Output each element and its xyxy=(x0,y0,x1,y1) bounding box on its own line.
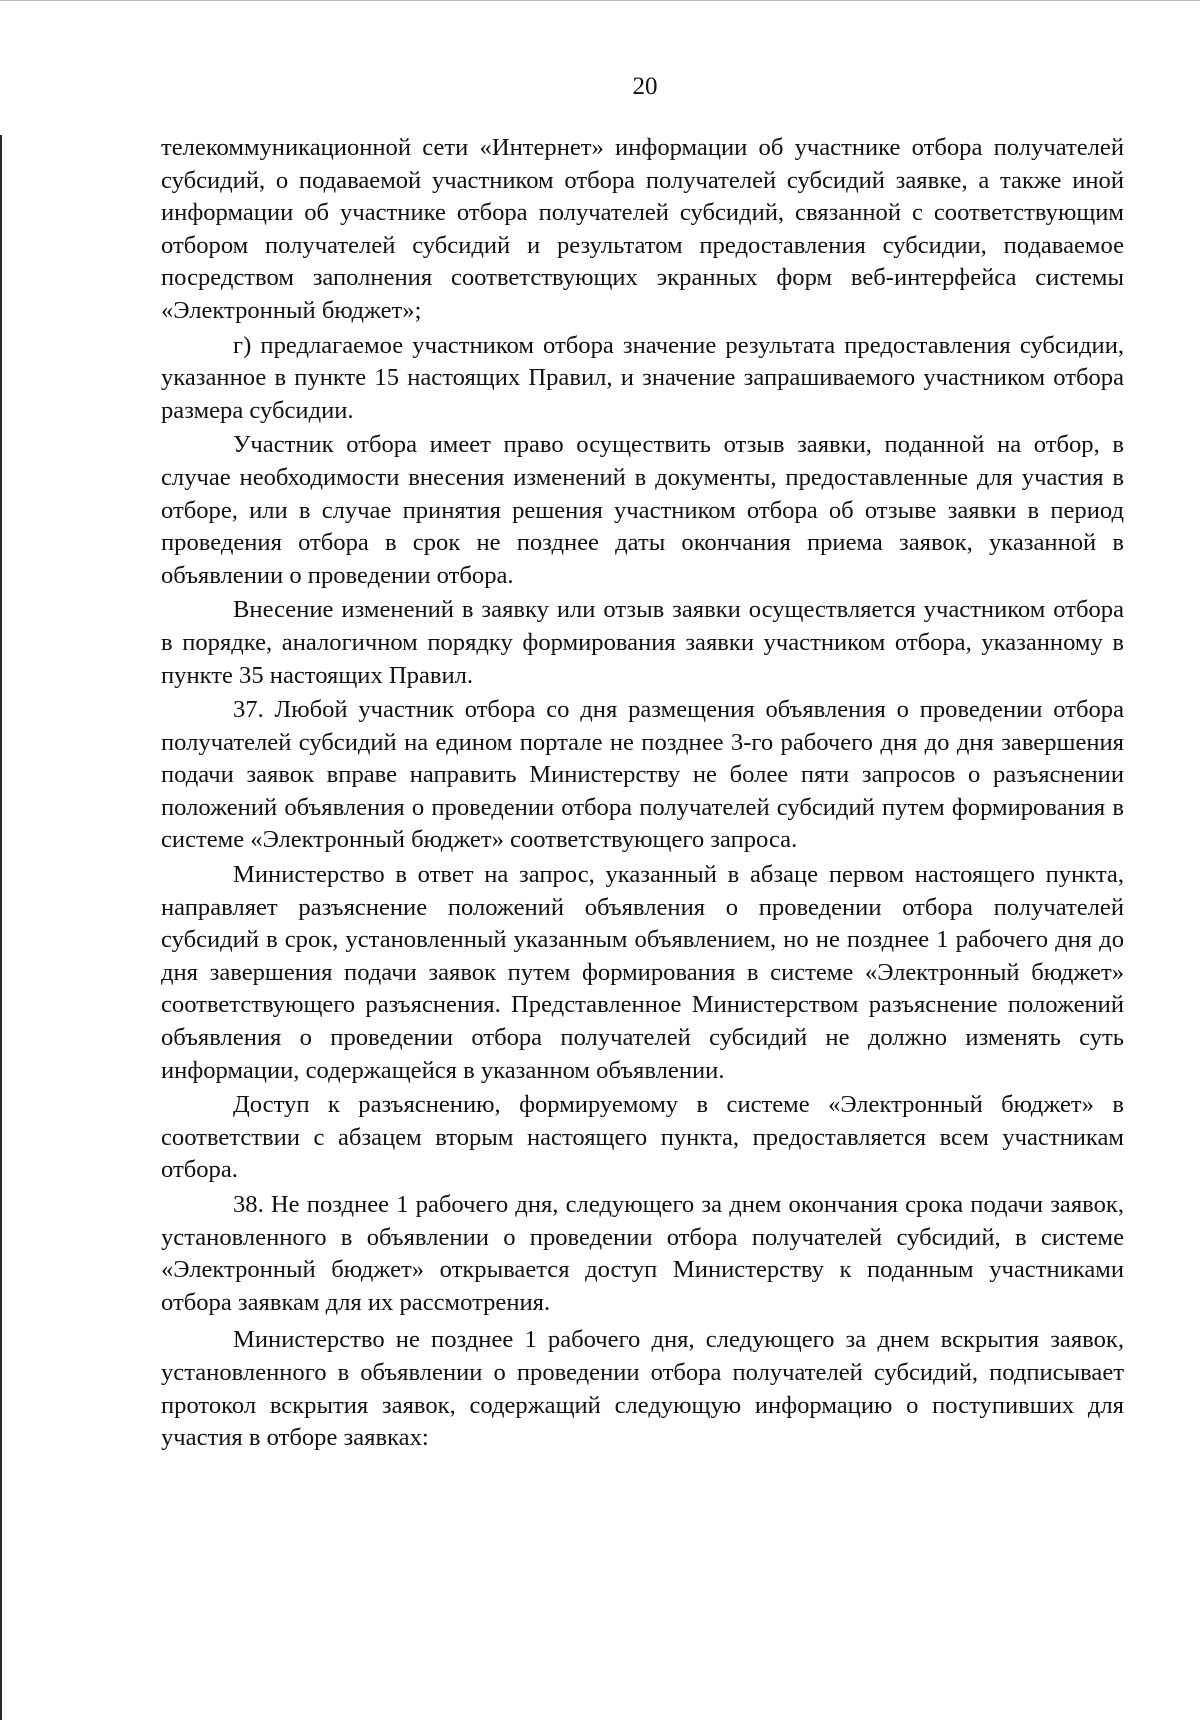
paragraph-opening-protocol: Министерство не позднее 1 рабочего дня, следующего за днем вскрытия заявок, установленного в объявлении о проведении отбора получателей субсидий, подписывает протокол вскрытия заявок, содержащий следующую информацию о поступивших для участия в отборе заявках: xyxy=(161,1326,1124,1452)
paragraph-item-g: г) предлагаемое участником отбора значение результата предоставления субсидии, указанное в пункте 15 настоящих Правил, и значение запрашиваемого участником отбора размера субсидии. xyxy=(161,331,1124,424)
paragraph-continuation: телекоммуникационной сети «Интернет» информации об участнике отбора получателей субсидий, о подаваемой участником отбора получателей субсидий заявке, а также иной информации об участнике отбора получателей субсидий, связанной с соответствующим отбором получателей субсидий и результатом предоставления субсидии, подаваемое посредством заполнения соответствующих экранных форм веб-интерфейса системы «Электронный бюджет»; xyxy=(161,134,1124,324)
document-body xyxy=(161,132,1124,1455)
paragraph-access-clarification: Доступ к разъяснению, формируемому в системе «Электронный бюджет» в соответствии с абзацем вторым настоящего пункта, предоставляется всем участникам отбора. xyxy=(161,1091,1124,1184)
scan-edge-top xyxy=(0,0,1200,1)
paragraph-37: 37. Любой участник отбора со дня размещения объявления о проведении отбора получателей субсидий на едином портале не позднее 3-го рабочего дня до дня завершения подачи заявок вправе направить Министерству не более пяти запросов о разъяснении положений объявления о проведении отбора получателей субсидий путем формирования в системе «Электронный бюджет» соответствующего запроса. xyxy=(161,696,1124,854)
page-number: 20 xyxy=(632,73,658,100)
paragraph-38: 38. Не позднее 1 рабочего дня, следующего за днем окончания срока подачи заявок, установленного в объявлении о проведении отбора получателей субсидий, в системе «Электронный бюджет» открывается доступ Министерству к поданным участниками отбора заявкам для их рассмотрения. xyxy=(161,1191,1124,1316)
scan-edge-left xyxy=(0,135,2,1720)
paragraph-ministry-response: Министерство в ответ на запрос, указанный в абзаце первом настоящего пункта, направляет разъяснение положений объявления о проведении отбора получателей субсидий в срок, установленный указанным объявлением, но не позднее 1 рабочего дня до дня завершения подачи заявок путем формирования в системе «Электронный бюджет» соответствующего разъяснения. Представленное Министерством разъяснение положений объявления о проведении отбора получателей субсидий не должно изменять суть информации, содержащейся в указанном объявлении. xyxy=(161,861,1124,1084)
paragraph-changes: Внесение изменений в заявку или отзыв заявки осуществляется участником отбора в порядке, аналогичном порядку формирования заявки участником отбора, указанному в пункте 35 настоящих Правил. xyxy=(161,596,1124,689)
paragraph-withdrawal-right: Участник отбора имеет право осуществить отзыв заявки, поданной на отбор, в случае необходимости внесения изменений в документы, предоставленные для участия в отборе, или в случае принятия решения участником отбора об отзыве заявки в период проведения отбора в срок не позднее даты окончания приема заявок, указанной в объявлении о проведении отбора. xyxy=(161,431,1124,589)
